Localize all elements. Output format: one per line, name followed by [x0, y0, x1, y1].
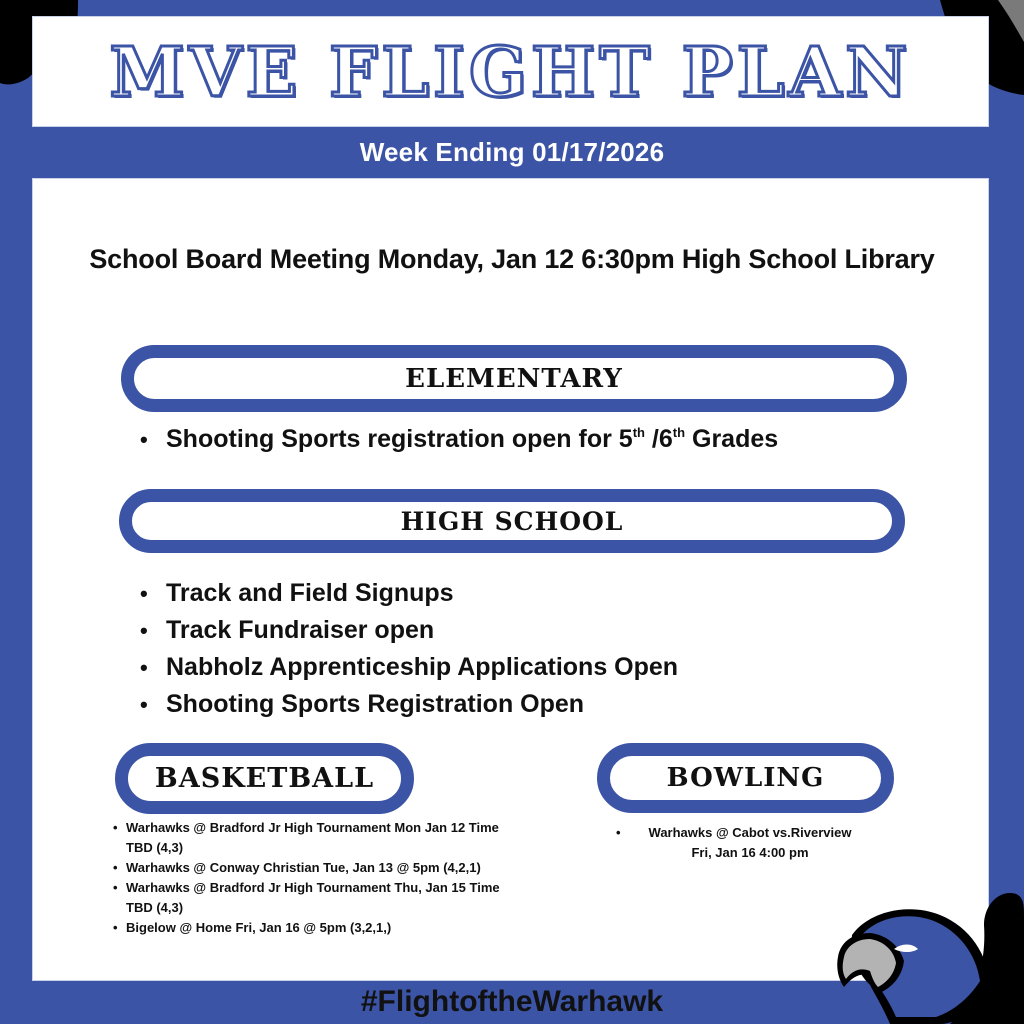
footer-hashtag: #FlightoftheWarhawk	[360, 985, 664, 1018]
bullet-icon: •	[113, 860, 118, 875]
elementary-heading: ELEMENTARY	[405, 363, 623, 394]
board-meeting-announcement: School Board Meeting Monday, Jan 12 6:30pm High School Library	[89, 244, 935, 274]
high-school-header-pill	[119, 489, 905, 553]
title-banner	[33, 17, 988, 126]
bullet-icon: •	[113, 820, 118, 835]
high-school-heading: HIGH SCHOOL	[400, 506, 624, 536]
bullet-icon: •	[140, 692, 148, 717]
list-item: • Shooting Sports Registration Open	[138, 686, 678, 723]
bullet-icon: •	[140, 427, 148, 452]
footer-band	[0, 980, 1024, 1024]
week-ending-label: Week Ending 01/17/2026	[359, 137, 665, 167]
list-item: • Shooting Sports registration open for 5th /6th Grades	[138, 421, 778, 458]
bullet-icon: •	[113, 880, 118, 895]
elementary-list	[138, 421, 778, 458]
basketball-heading: BASKETBALL	[154, 763, 375, 794]
bullet-icon: •	[140, 655, 148, 680]
list-item: • Warhawks @ Bradford Jr High Tournament Mon Jan 12 Time TBD (4,3)	[113, 820, 499, 855]
bowling-heading: BOWLING	[666, 763, 825, 793]
page-title: MVE FLIGHT PLAN	[109, 32, 912, 113]
basketball-schedule-list	[113, 818, 503, 938]
high-school-list	[138, 575, 678, 723]
bullet-icon: •	[140, 618, 148, 643]
bowling-header-pill	[597, 743, 894, 813]
list-item: • Track Fundraiser open	[138, 612, 678, 649]
list-item: • Nabholz Apprenticeship Applications Open	[138, 649, 678, 686]
elementary-header-pill	[121, 345, 907, 412]
bullet-icon: •	[140, 581, 148, 606]
bullet-icon: •	[113, 920, 118, 935]
basketball-header-pill	[115, 743, 414, 814]
list-item: • Track and Field Signups	[138, 575, 678, 612]
list-item: • Warhawks @ Cabot vs.Riverview Fri, Jan 16 4:00 pm	[616, 825, 852, 860]
list-item: • Warhawks @ Conway Christian Tue, Jan 13 @ 5pm (4,2,1)	[113, 858, 503, 878]
week-ending-band	[0, 126, 1024, 179]
list-item: • Warhawks @ Bradford Jr High Tournament Thu, Jan 15 Time TBD (4,3)	[113, 880, 500, 915]
bullet-icon: •	[616, 825, 621, 840]
list-item: • Bigelow @ Home Fri, Jan 16 @ 5pm (3,2,1,)	[113, 918, 503, 938]
